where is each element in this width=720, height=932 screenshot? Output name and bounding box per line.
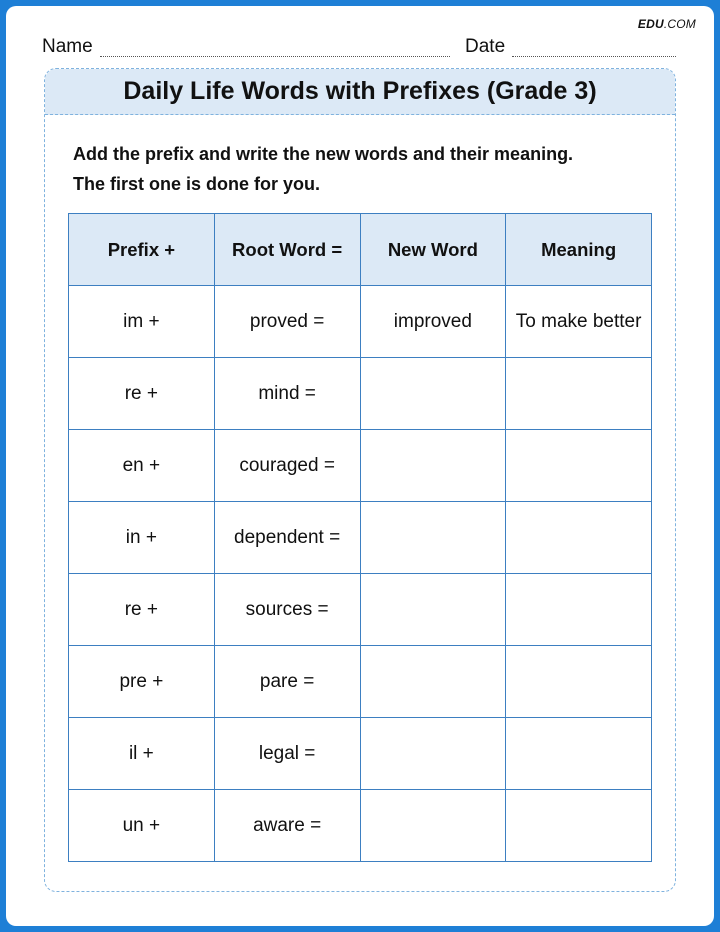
prefix-cell: un + xyxy=(69,790,215,862)
new-word-cell[interactable] xyxy=(360,574,506,646)
header-new-word: New Word xyxy=(360,214,506,286)
table-row xyxy=(69,646,652,718)
new-word-cell[interactable]: improved xyxy=(360,286,506,358)
new-word-cell[interactable] xyxy=(360,718,506,790)
title-bar xyxy=(45,69,675,115)
meaning-cell[interactable] xyxy=(506,574,652,646)
prefix-table xyxy=(68,213,652,862)
header-prefix: Prefix + xyxy=(69,214,215,286)
prefix-cell: im + xyxy=(69,286,215,358)
meaning-cell[interactable] xyxy=(506,430,652,502)
root-word-cell: sources = xyxy=(214,574,360,646)
table-row xyxy=(69,286,652,358)
date-label: Date xyxy=(465,36,506,57)
meaning-cell[interactable]: To make better xyxy=(506,286,652,358)
meaning-cell[interactable] xyxy=(506,718,652,790)
prefix-cell: en + xyxy=(69,430,215,502)
table-row xyxy=(69,718,652,790)
table-row xyxy=(69,430,652,502)
table-row xyxy=(69,358,652,430)
root-word-cell: dependent = xyxy=(214,502,360,574)
new-word-cell[interactable] xyxy=(360,790,506,862)
meaning-cell[interactable] xyxy=(506,790,652,862)
meaning-cell[interactable] xyxy=(506,358,652,430)
brand-logo: EDU.COM xyxy=(637,17,696,31)
root-word-cell: pare = xyxy=(214,646,360,718)
name-line[interactable] xyxy=(100,56,450,57)
table-row xyxy=(69,574,652,646)
header-row xyxy=(69,214,652,286)
instruction-line-2: The first one is done for you. xyxy=(73,174,321,194)
prefix-cell: il + xyxy=(69,718,215,790)
worksheet-title: Daily Life Words with Prefixes (Grade 3) xyxy=(123,77,597,105)
instruction-line-1: Add the prefix and write the new words and their meaning. xyxy=(73,144,574,164)
header-meaning: Meaning xyxy=(506,214,652,286)
prefix-cell: pre + xyxy=(69,646,215,718)
name-label: Name xyxy=(42,36,93,57)
prefix-cell: re + xyxy=(69,358,215,430)
root-word-cell: proved = xyxy=(214,286,360,358)
worksheet-page xyxy=(6,6,714,926)
root-word-cell: mind = xyxy=(214,358,360,430)
new-word-cell[interactable] xyxy=(360,430,506,502)
prefix-cell: re + xyxy=(69,574,215,646)
prefix-cell: in + xyxy=(69,502,215,574)
new-word-cell[interactable] xyxy=(360,502,506,574)
new-word-cell[interactable] xyxy=(360,646,506,718)
table-row xyxy=(69,790,652,862)
new-word-cell[interactable] xyxy=(360,358,506,430)
instructions xyxy=(73,139,573,199)
date-line[interactable] xyxy=(512,56,676,57)
table-row xyxy=(69,502,652,574)
root-word-cell: legal = xyxy=(214,718,360,790)
name-date-row xyxy=(42,34,678,58)
meaning-cell[interactable] xyxy=(506,646,652,718)
header-root-word: Root Word = xyxy=(214,214,360,286)
root-word-cell: aware = xyxy=(214,790,360,862)
meaning-cell[interactable] xyxy=(506,502,652,574)
root-word-cell: couraged = xyxy=(214,430,360,502)
